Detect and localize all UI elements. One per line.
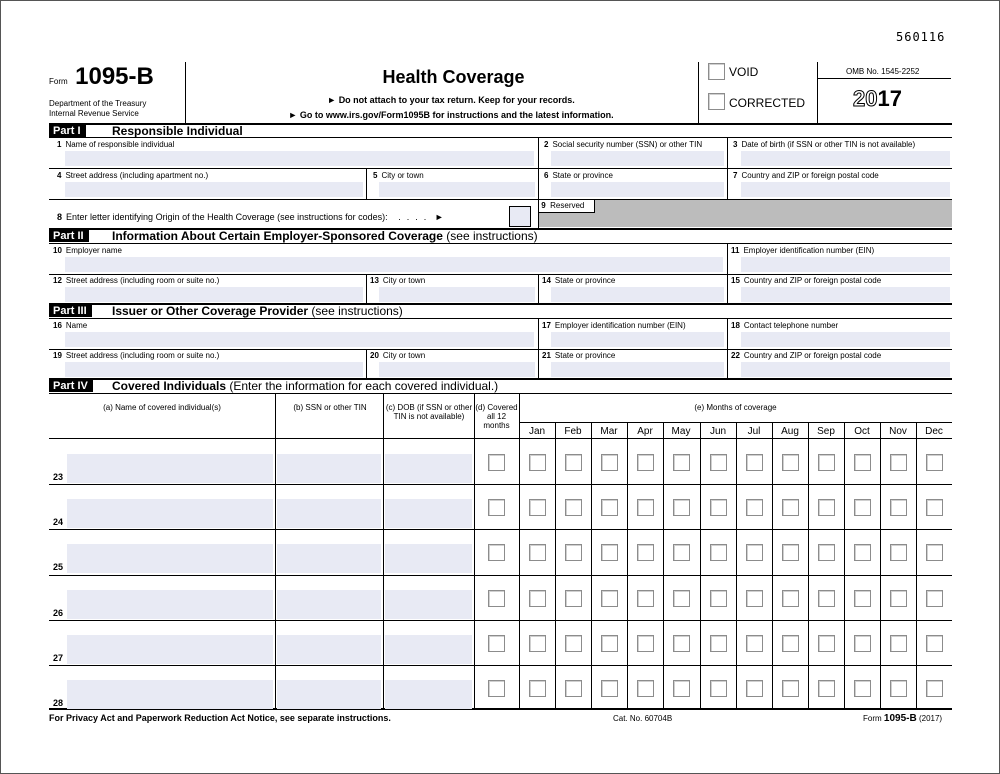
month-checkbox-feb[interactable]	[565, 454, 582, 471]
form-title: Health Coverage	[382, 67, 525, 87]
month-checkbox-jun[interactable]	[710, 635, 727, 652]
employer-state-input[interactable]	[551, 287, 724, 302]
covered-ssn-input[interactable]	[277, 454, 381, 483]
month-checkbox-jun[interactable]	[710, 590, 727, 607]
month-checkbox-sep[interactable]	[818, 635, 835, 652]
month-checkbox-jan[interactable]	[529, 590, 546, 607]
month-checkbox-jul[interactable]	[746, 544, 763, 561]
month-checkbox-may[interactable]	[673, 680, 690, 697]
covered-ssn-input[interactable]	[277, 499, 381, 528]
field-10-label: 10 Employer name	[53, 246, 122, 255]
month-checkbox-oct[interactable]	[854, 544, 871, 561]
month-checkbox-nov[interactable]	[890, 454, 907, 471]
month-header-nov: Nov	[889, 426, 907, 437]
covered-all-12-months-checkbox[interactable]	[488, 499, 505, 516]
covered-dob-input[interactable]	[385, 499, 472, 528]
month-checkbox-jun[interactable]	[710, 499, 727, 516]
month-checkbox-apr[interactable]	[637, 590, 654, 607]
month-checkbox-may[interactable]	[673, 454, 690, 471]
part-4-tag: Part IV	[49, 380, 93, 392]
corrected-label: CORRECTED	[729, 96, 806, 110]
origin-code-input[interactable]	[509, 206, 531, 227]
month-checkbox-oct[interactable]	[854, 454, 871, 471]
covered-dob-input[interactable]	[385, 454, 472, 483]
month-checkbox-feb[interactable]	[565, 544, 582, 561]
month-checkbox-jul[interactable]	[746, 499, 763, 516]
field-7-label: 7 Country and ZIP or foreign postal code	[733, 171, 879, 180]
covered-all-12-months-checkbox[interactable]	[488, 454, 505, 471]
month-checkbox-jun[interactable]	[710, 544, 727, 561]
covered-ssn-input[interactable]	[277, 635, 381, 664]
form-prefix: Form	[49, 77, 68, 86]
department-name: Department of the Treasury	[49, 99, 147, 108]
country-zip-input[interactable]	[741, 182, 950, 197]
state-input[interactable]	[551, 182, 724, 197]
col-b-header: (b) SSN or other TIN	[293, 403, 367, 412]
employer-name-input[interactable]	[65, 257, 723, 272]
row-number: 26	[53, 608, 64, 618]
month-checkbox-feb[interactable]	[565, 590, 582, 607]
reserved-label: 9 Reserved	[539, 200, 595, 213]
void-label: VOID	[729, 65, 759, 79]
issuer-country-zip-input[interactable]	[741, 362, 950, 377]
month-checkbox-mar[interactable]	[601, 635, 618, 652]
month-header-apr: Apr	[637, 426, 653, 437]
reserved-shaded-area	[595, 200, 952, 227]
field-22-label: 22 Country and ZIP or foreign postal code	[731, 351, 882, 360]
document-code: 560116	[896, 30, 946, 44]
catalog-number: Cat. No. 60704B	[613, 714, 673, 723]
month-header-aug: Aug	[781, 426, 799, 437]
month-checkbox-aug[interactable]	[782, 680, 799, 697]
covered-dob-input[interactable]	[385, 635, 472, 664]
field-6-label: 6 State or province	[544, 171, 613, 180]
street-address-input[interactable]	[65, 182, 363, 197]
month-checkbox-aug[interactable]	[782, 635, 799, 652]
month-checkbox-apr[interactable]	[637, 544, 654, 561]
part-3-title: Issuer or Other Coverage Provider (see instructions)	[112, 304, 403, 318]
instruction-line-2: ► Go to www.irs.gov/Form1095B for instructions and the latest information.	[288, 110, 614, 120]
employer-street-input[interactable]	[65, 287, 363, 302]
city-input[interactable]	[379, 182, 535, 197]
field-5-label: 5 City or town	[373, 171, 424, 180]
instruction-line-1: ► Do not attach to your tax return. Keep for your records.	[327, 95, 575, 105]
month-checkbox-jan[interactable]	[529, 680, 546, 697]
form-number: 1095-B	[75, 63, 154, 90]
month-checkbox-dec[interactable]	[926, 590, 943, 607]
col-d-header: (d) Covered all 12 months	[475, 403, 518, 430]
employer-city-input[interactable]	[379, 287, 535, 302]
col-a-header: (a) Name of covered individual(s)	[103, 403, 221, 412]
month-checkbox-aug[interactable]	[782, 454, 799, 471]
month-checkbox-aug[interactable]	[782, 499, 799, 516]
covered-name-input[interactable]	[67, 680, 273, 709]
part-2-header	[49, 230, 952, 242]
month-checkbox-may[interactable]	[673, 544, 690, 561]
field-19-label: 19 Street address (including room or suite no.)	[53, 351, 220, 360]
void-checkbox[interactable]	[708, 63, 725, 80]
month-checkbox-jan[interactable]	[529, 544, 546, 561]
row-number: 24	[53, 517, 64, 527]
month-header-dec: Dec	[925, 426, 943, 437]
col-c-header: (c) DOB (if SSN or other TIN is not available)	[385, 403, 473, 421]
covered-all-12-months-checkbox[interactable]	[488, 680, 505, 697]
col-e-header: (e) Months of coverage	[694, 403, 777, 412]
part-2-title: Information About Certain Employer-Sponsored Coverage (see instructions)	[112, 229, 538, 243]
month-header-oct: Oct	[854, 426, 870, 437]
month-checkbox-nov[interactable]	[890, 544, 907, 561]
month-checkbox-sep[interactable]	[818, 454, 835, 471]
issuer-name-input[interactable]	[65, 332, 534, 347]
month-checkbox-jul[interactable]	[746, 590, 763, 607]
month-header-mar: Mar	[600, 426, 618, 437]
row-number: 23	[53, 472, 64, 482]
part-1-title: Responsible Individual	[112, 124, 243, 138]
covered-all-12-months-checkbox[interactable]	[488, 635, 505, 652]
arrow-right-icon: ►	[434, 212, 444, 222]
covered-ssn-input[interactable]	[277, 680, 381, 709]
month-checkbox-jun[interactable]	[710, 680, 727, 697]
month-checkbox-sep[interactable]	[818, 680, 835, 697]
covered-all-12-months-checkbox[interactable]	[488, 544, 505, 561]
month-checkbox-jan[interactable]	[529, 499, 546, 516]
month-checkbox-dec[interactable]	[926, 680, 943, 697]
month-checkbox-may[interactable]	[673, 635, 690, 652]
month-checkbox-apr[interactable]	[637, 680, 654, 697]
field-20-label: 20 City or town	[370, 351, 426, 360]
month-checkbox-jul[interactable]	[746, 635, 763, 652]
tax-year: 2017	[853, 86, 902, 111]
part-4-header	[49, 380, 952, 392]
date-of-birth-input[interactable]	[741, 151, 950, 166]
month-checkbox-apr[interactable]	[637, 499, 654, 516]
covered-name-input[interactable]	[67, 590, 273, 619]
covered-name-input[interactable]	[67, 499, 273, 528]
month-checkbox-sep[interactable]	[818, 590, 835, 607]
form-number-block	[49, 63, 154, 91]
field-11-label: 11 Employer identification number (EIN)	[731, 246, 875, 255]
month-checkbox-may[interactable]	[673, 590, 690, 607]
month-checkbox-oct[interactable]	[854, 635, 871, 652]
part-1-header	[49, 125, 952, 137]
month-header-sep: Sep	[817, 426, 835, 437]
row-number: 25	[53, 562, 64, 572]
month-checkbox-may[interactable]	[673, 499, 690, 516]
month-checkbox-apr[interactable]	[637, 454, 654, 471]
month-checkbox-apr[interactable]	[637, 635, 654, 652]
field-8-label: 8 Enter letter identifying Origin of the Health Coverage (see instructions for codes): .... ►	[57, 212, 444, 222]
issuer-city-input[interactable]	[379, 362, 535, 377]
month-checkbox-dec[interactable]	[926, 499, 943, 516]
covered-all-12-months-checkbox[interactable]	[488, 590, 505, 607]
covered-name-input[interactable]	[67, 635, 273, 664]
month-checkbox-dec[interactable]	[926, 454, 943, 471]
field-15-label: 15 Country and ZIP or foreign postal code	[731, 276, 882, 285]
field-13-label: 13 City or town	[370, 276, 426, 285]
omb-number: OMB No. 1545-2252	[846, 67, 920, 76]
privacy-notice: For Privacy Act and Paperwork Reduction Act Notice, see separate instructions.	[49, 713, 391, 723]
field-3-label: 3 Date of birth (if SSN or other TIN is not available)	[733, 140, 916, 149]
month-checkbox-mar[interactable]	[601, 454, 618, 471]
covered-dob-input[interactable]	[385, 680, 472, 709]
field-21-label: 21 State or province	[542, 351, 616, 360]
month-checkbox-sep[interactable]	[818, 499, 835, 516]
responsible-individual-name-input[interactable]	[65, 151, 534, 166]
month-header-feb: Feb	[564, 426, 582, 437]
field-4-label: 4 Street address (including apartment no.)	[57, 171, 209, 180]
month-checkbox-feb[interactable]	[565, 680, 582, 697]
month-checkbox-mar[interactable]	[601, 680, 618, 697]
part-3-header	[49, 305, 952, 317]
arrow-right-icon: ►	[288, 110, 298, 120]
field-1-label: 1 Name of responsible individual	[57, 140, 175, 149]
month-checkbox-mar[interactable]	[601, 499, 618, 516]
covered-dob-input[interactable]	[385, 590, 472, 619]
footer-form-id: Form 1095-B (2017)	[863, 713, 943, 724]
covered-name-input[interactable]	[67, 454, 273, 483]
month-checkbox-jul[interactable]	[746, 454, 763, 471]
month-checkbox-sep[interactable]	[818, 544, 835, 561]
month-header-may: May	[671, 426, 691, 437]
field-17-label: 17 Employer identification number (EIN)	[542, 321, 686, 330]
month-checkbox-nov[interactable]	[890, 680, 907, 697]
corrected-checkbox[interactable]	[708, 93, 725, 110]
arrow-right-icon: ►	[327, 95, 337, 105]
part-4-title: Covered Individuals (Enter the information for each covered individual.)	[112, 379, 499, 393]
month-checkbox-nov[interactable]	[890, 635, 907, 652]
field-18-label: 18 Contact telephone number	[731, 321, 839, 330]
part-3-tag: Part III	[49, 305, 92, 317]
month-checkbox-oct[interactable]	[854, 590, 871, 607]
month-header-jul: Jul	[747, 426, 761, 437]
ssn-input[interactable]	[551, 151, 724, 166]
month-checkbox-jan[interactable]	[529, 635, 546, 652]
field-16-label: 16 Name	[53, 321, 88, 330]
month-checkbox-jan[interactable]	[529, 454, 546, 471]
agency-name: Internal Revenue Service	[49, 109, 139, 118]
month-checkbox-feb[interactable]	[565, 635, 582, 652]
month-checkbox-nov[interactable]	[890, 499, 907, 516]
issuer-state-input[interactable]	[551, 362, 724, 377]
month-header-jan: Jan	[528, 426, 546, 437]
field-12-label: 12 Street address (including room or suite no.)	[53, 276, 220, 285]
employer-country-zip-input[interactable]	[741, 287, 950, 302]
month-checkbox-jun[interactable]	[710, 454, 727, 471]
month-checkbox-feb[interactable]	[565, 499, 582, 516]
covered-name-input[interactable]	[67, 544, 273, 573]
month-checkbox-oct[interactable]	[854, 680, 871, 697]
covered-ssn-input[interactable]	[277, 544, 381, 573]
row-number: 28	[53, 698, 64, 708]
month-header-jun: Jun	[709, 426, 727, 437]
covered-ssn-input[interactable]	[277, 590, 381, 619]
field-2-label: 2 Social security number (SSN) or other TIN	[544, 140, 703, 149]
month-checkbox-mar[interactable]	[601, 544, 618, 561]
month-checkbox-dec[interactable]	[926, 635, 943, 652]
month-checkbox-jul[interactable]	[746, 680, 763, 697]
part-2-tag: Part II	[49, 230, 89, 242]
part-1-tag: Part I	[49, 125, 86, 137]
month-checkbox-dec[interactable]	[926, 544, 943, 561]
month-checkbox-mar[interactable]	[601, 590, 618, 607]
month-checkbox-oct[interactable]	[854, 499, 871, 516]
month-checkbox-nov[interactable]	[890, 590, 907, 607]
row-number: 27	[53, 653, 64, 663]
field-14-label: 14 State or province	[542, 276, 616, 285]
month-checkbox-aug[interactable]	[782, 544, 799, 561]
month-checkbox-aug[interactable]	[782, 590, 799, 607]
contact-telephone-input[interactable]	[741, 332, 950, 347]
issuer-ein-input[interactable]	[551, 332, 724, 347]
employer-ein-input[interactable]	[741, 257, 950, 272]
issuer-street-input[interactable]	[65, 362, 363, 377]
covered-dob-input[interactable]	[385, 544, 472, 573]
